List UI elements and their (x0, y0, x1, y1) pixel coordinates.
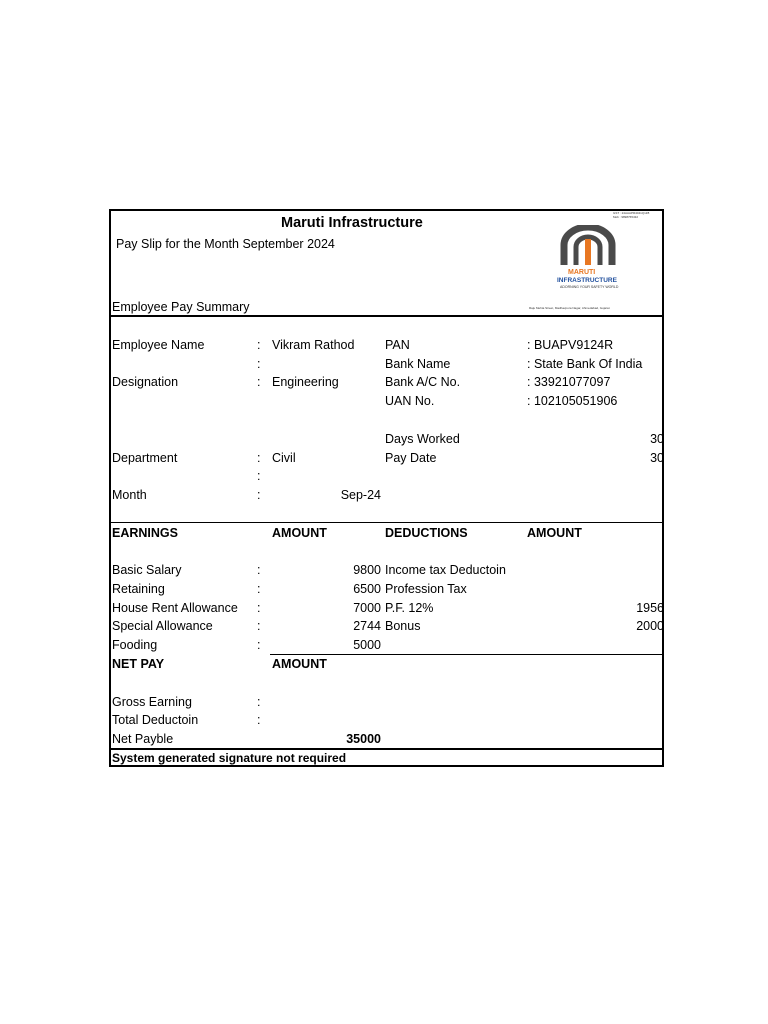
colon: : (257, 375, 261, 389)
logo-tagline: ADORNING YOUR SAFETY WORLD (560, 285, 619, 289)
deduction-amount: 1956 (636, 601, 664, 615)
colon: : (257, 357, 261, 371)
earning-amount: 2744 (353, 619, 381, 633)
designation-value: Engineering (272, 375, 339, 389)
deduction-amount: 2000 (636, 619, 664, 633)
earning-amount: 7000 (353, 601, 381, 615)
deduction-label: Profession Tax (385, 582, 467, 596)
designation-label: Designation (112, 375, 179, 389)
bank-name-label: Bank Name (385, 357, 451, 371)
colon: : (257, 638, 261, 652)
earning-amount: 5000 (353, 638, 381, 652)
department-value: Civil (272, 451, 296, 465)
summary-label: Employee Pay Summary (112, 300, 250, 314)
month-label: Month (112, 488, 147, 502)
footer-note: System generated signature not required (112, 751, 347, 765)
logo-contact-text-2: Mob : 9898765432 (613, 215, 639, 219)
earning-amount: 9800 (353, 563, 381, 577)
earnings-total-divider (270, 654, 662, 655)
net-payable-value: 35000 (346, 732, 381, 746)
company-name: Maruti Infrastructure (281, 215, 423, 231)
earnings-amount-header: AMOUNT (272, 526, 327, 540)
net-payable-label: Net Payble (112, 732, 174, 746)
earning-label: Fooding (112, 638, 158, 652)
days-worked-value: 30 (650, 432, 664, 446)
colon: : (257, 582, 261, 596)
colon: : (257, 601, 261, 615)
account-label: Bank A/C No. (385, 375, 461, 389)
total-deduction-label: Total Deductoin (112, 713, 199, 727)
colon: : (257, 469, 261, 483)
maruti-arch-icon (558, 225, 618, 267)
uan-value: : 102105051906 (527, 394, 618, 408)
deduction-label: Income tax Deductoin (385, 563, 506, 577)
gross-earning-label: Gross Earning (112, 695, 192, 709)
account-value: : 33921077097 (527, 375, 611, 389)
logo-address: Raju Mehta Street, Madhavpura Nagar, Ahmedabad, Gujarat (529, 306, 610, 310)
company-logo (527, 211, 651, 314)
pay-slip (109, 209, 664, 767)
pan-value: : BUAPV9124R (527, 338, 614, 352)
pan-label: PAN (385, 338, 410, 352)
header-divider (111, 315, 662, 317)
earning-amount: 6500 (353, 582, 381, 596)
earnings-header: EARNINGS (112, 526, 178, 540)
colon: : (257, 713, 261, 727)
uan-label: UAN No. (385, 394, 435, 408)
colon: : (257, 488, 261, 502)
deductions-header: DEDUCTIONS (385, 526, 468, 540)
deductions-amount-header: AMOUNT (527, 526, 582, 540)
logo-text-maruti: MARUTI (568, 269, 596, 276)
section-divider (111, 522, 662, 523)
bank-name-value: : State Bank Of India (527, 357, 643, 371)
pay-date-value: 30 (650, 451, 664, 465)
colon: : (257, 619, 261, 633)
days-worked-label: Days Worked (385, 432, 460, 446)
colon: : (257, 338, 261, 352)
colon: : (257, 563, 261, 577)
deduction-label: P.F. 12% (385, 601, 434, 615)
month-value: Sep-24 (340, 488, 381, 502)
deduction-label: Bonus (385, 619, 421, 633)
department-label: Department (112, 451, 178, 465)
logo-text-infrastructure: INFRASTRUCTURE (557, 277, 617, 284)
netpay-header: NET PAY (112, 657, 165, 671)
earning-label: House Rent Allowance (112, 601, 238, 615)
employee-name-value: Vikram Rathod (272, 338, 355, 352)
footer-divider (111, 748, 662, 750)
earning-label: Special Allowance (112, 619, 213, 633)
employee-name-label: Employee Name (112, 338, 205, 352)
netpay-amount-header: AMOUNT (272, 657, 327, 671)
slip-title: Pay Slip for the Month September 2024 (116, 237, 335, 251)
earning-label: Basic Salary (112, 563, 182, 577)
colon: : (257, 695, 261, 709)
logo-contact-text: GST : 24AAAPR4041Q1Z8 (613, 211, 650, 215)
colon: : (257, 451, 261, 465)
pay-date-label: Pay Date (385, 451, 437, 465)
earning-label: Retaining (112, 582, 165, 596)
